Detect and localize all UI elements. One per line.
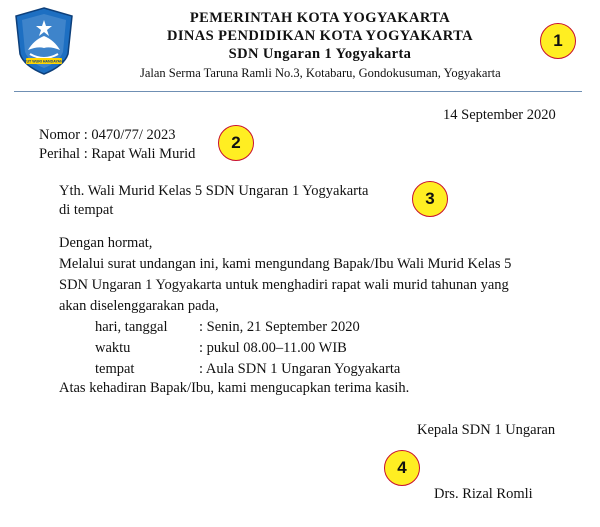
recipient-place: di tempat xyxy=(59,202,114,218)
tut-wuri-handayani-emblem-icon xyxy=(12,6,76,76)
letterhead-school: SDN Ungaran 1 Yogyakarta xyxy=(228,46,412,62)
detail-label-time: waktu xyxy=(95,340,131,356)
logo-motto: TUT WURI HANDAYANI xyxy=(24,59,64,64)
marker-2-badge: 2 xyxy=(218,125,254,161)
letter-date: 14 September 2020 xyxy=(443,107,556,123)
marker-1-badge: 1 xyxy=(540,23,576,59)
signature-name: Drs. Rizal Romli xyxy=(434,486,533,502)
detail-value-time: : pukul 08.00–11.00 WIB xyxy=(199,340,347,356)
opening-line-1: Melalui surat undangan ini, kami mengundang Bapak/Ibu Wali Murid Kelas 5 xyxy=(59,256,512,272)
detail-value-place: : Aula SDN 1 Ungaran Yogyakarta xyxy=(199,361,401,377)
salutation: Dengan hormat, xyxy=(59,235,153,251)
marker-3-badge: 3 xyxy=(412,181,448,217)
letterhead-department: DINAS PENDIDIKAN KOTA YOGYAKARTA xyxy=(167,28,473,44)
signature-title: Kepala SDN 1 Ungaran xyxy=(417,422,556,438)
detail-value-date: : Senin, 21 September 2020 xyxy=(199,319,360,335)
letterhead-address: Jalan Serma Taruna Ramli No.3, Kotabaru, Gondokusuman, Yogyakarta xyxy=(140,66,501,80)
detail-label-date: hari, tanggal xyxy=(95,319,168,335)
recipient-line: Yth. Wali Murid Kelas 5 SDN Ungaran 1 Yogyakarta xyxy=(59,183,369,199)
letter-number: Nomor : 0470/77/ 2023 xyxy=(39,127,176,143)
marker-4-badge: 4 xyxy=(384,450,420,486)
detail-label-place: tempat xyxy=(95,361,135,377)
opening-line-3: akan diselenggarakan pada, xyxy=(59,298,219,314)
letterhead-divider xyxy=(14,91,582,92)
opening-line-2: SDN Ungaran 1 Yogyakarta untuk menghadiri rapat wali murid tahunan yang xyxy=(59,277,509,293)
closing-sentence: Atas kehadiran Bapak/Ibu, kami mengucapkan terima kasih. xyxy=(59,380,410,396)
letterhead-government: PEMERINTAH KOTA YOGYAKARTA xyxy=(189,10,451,26)
letter-subject: Perihal : Rapat Wali Murid xyxy=(39,146,196,162)
